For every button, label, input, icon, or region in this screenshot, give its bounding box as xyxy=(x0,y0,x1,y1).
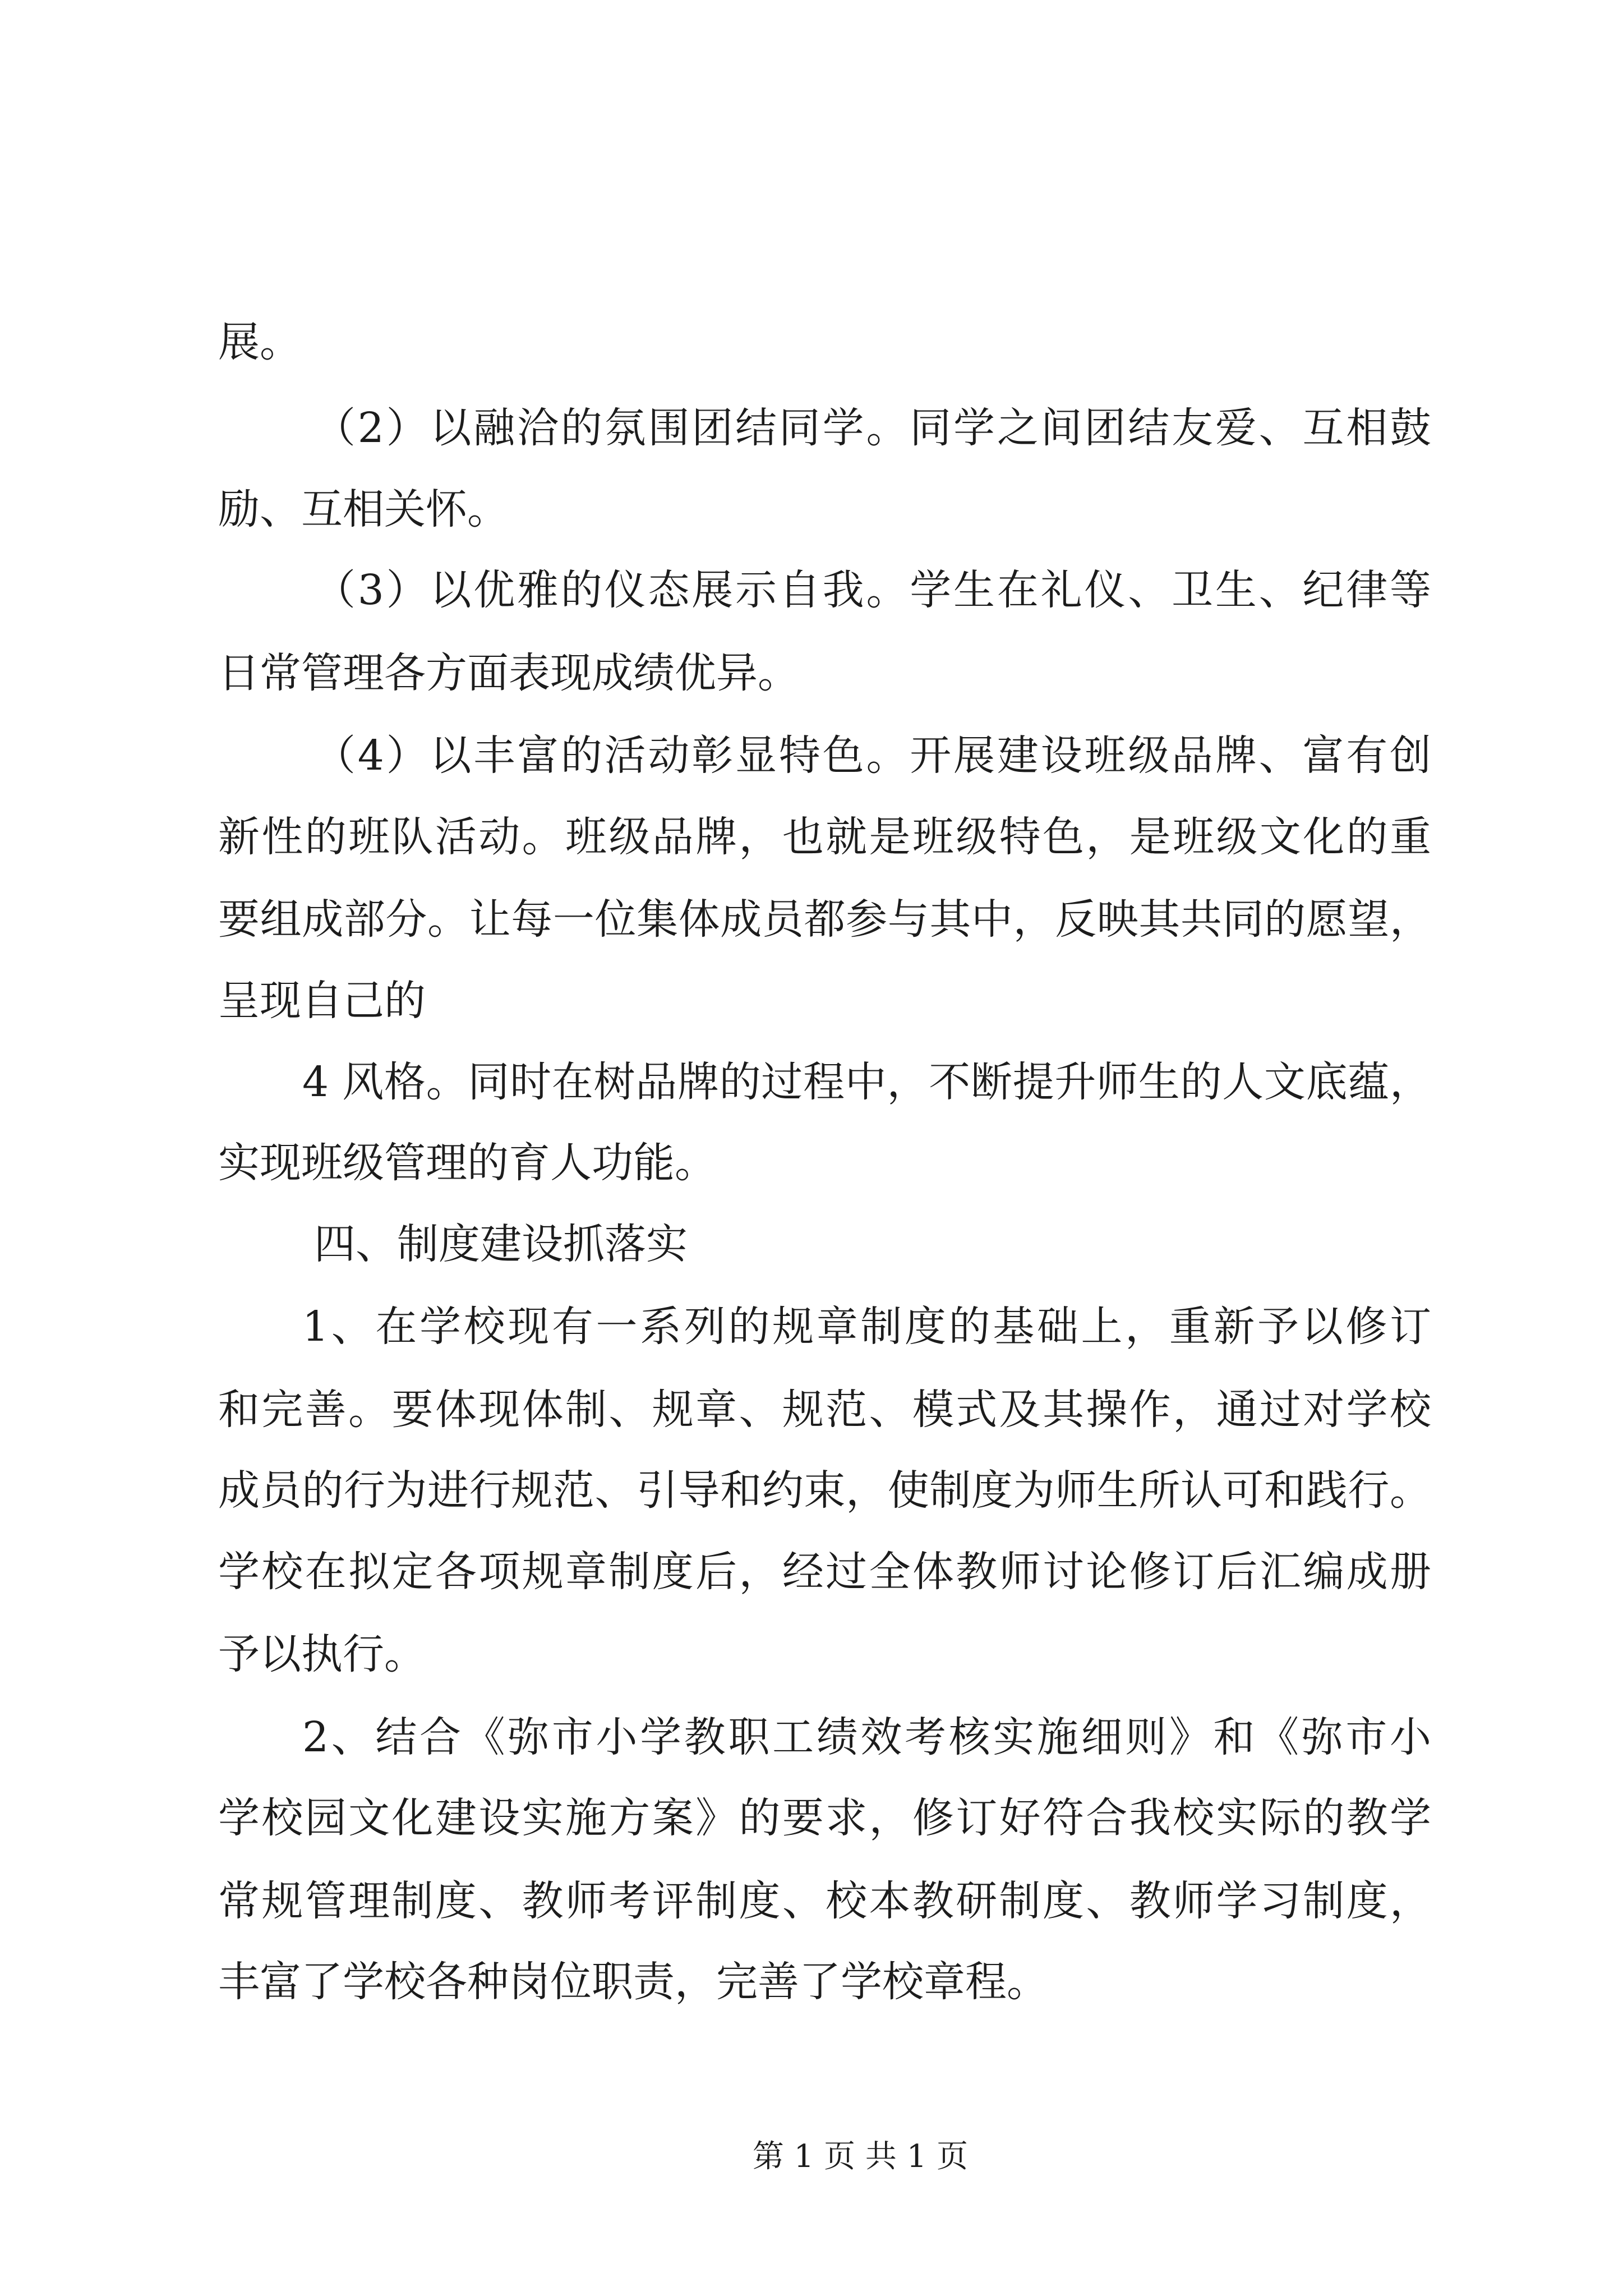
body-line: 学校在拟定各项规章制度后，经过全体教师讨论修订后汇编成册 xyxy=(218,1548,1431,1596)
body-line: 常规管理制度、教师考评制度、校本教研制度、教师学习制度， xyxy=(218,1877,1431,1925)
body-line: 予以执行。 xyxy=(218,1630,426,1678)
page-number-footer: 第 1 页 共 1 页 xyxy=(752,2138,969,2175)
section-heading: 四、制度建设抓落实 xyxy=(314,1220,688,1268)
body-line: 4 风格。同时在树品牌的过程中，不断提升师生的人文底蕴， xyxy=(302,1058,1431,1106)
body-line: 学校园文化建设实施方案》的要求，修订好符合我校实际的教学 xyxy=(218,1794,1431,1842)
body-line: 新性的班队活动。班级品牌，也就是班级特色，是班级文化的重 xyxy=(218,813,1431,861)
body-line: 要组成部分。让每一位集体成员都参与其中，反映其共同的愿望， xyxy=(218,895,1431,944)
body-line: 丰富了学校各种岗位职责，完善了学校章程。 xyxy=(218,1958,1048,2006)
body-line: 展。 xyxy=(218,318,301,366)
body-line: 和完善。要体现体制、规章、规范、模式及其操作，通过对学校 xyxy=(218,1386,1431,1434)
body-line: 实现班级管理的育人功能。 xyxy=(218,1139,716,1187)
body-line: 励、互相关怀。 xyxy=(218,485,509,533)
body-line: （4）以丰富的活动彰显特色。开展建设班级品牌、富有创 xyxy=(314,731,1431,780)
body-line: 呈现自己的 xyxy=(218,977,426,1025)
body-line: （3）以优雅的仪态展示自我。学生在礼仪、卫生、纪律等 xyxy=(314,566,1431,614)
body-line: （2）以融洽的氛围团结同学。同学之间团结友爱、互相鼓 xyxy=(314,404,1431,452)
body-line: 成员的行为进行规范、引导和约束，使制度为师生所认可和践行。 xyxy=(218,1466,1431,1515)
body-line: 日常管理各方面表现成绩优异。 xyxy=(218,649,799,697)
body-line: 2、结合《弥市小学教职工绩效考核实施细则》和《弥市小 xyxy=(302,1713,1431,1761)
body-line: 1、在学校现有一系列的规章制度的基础上，重新予以修订 xyxy=(302,1303,1431,1351)
